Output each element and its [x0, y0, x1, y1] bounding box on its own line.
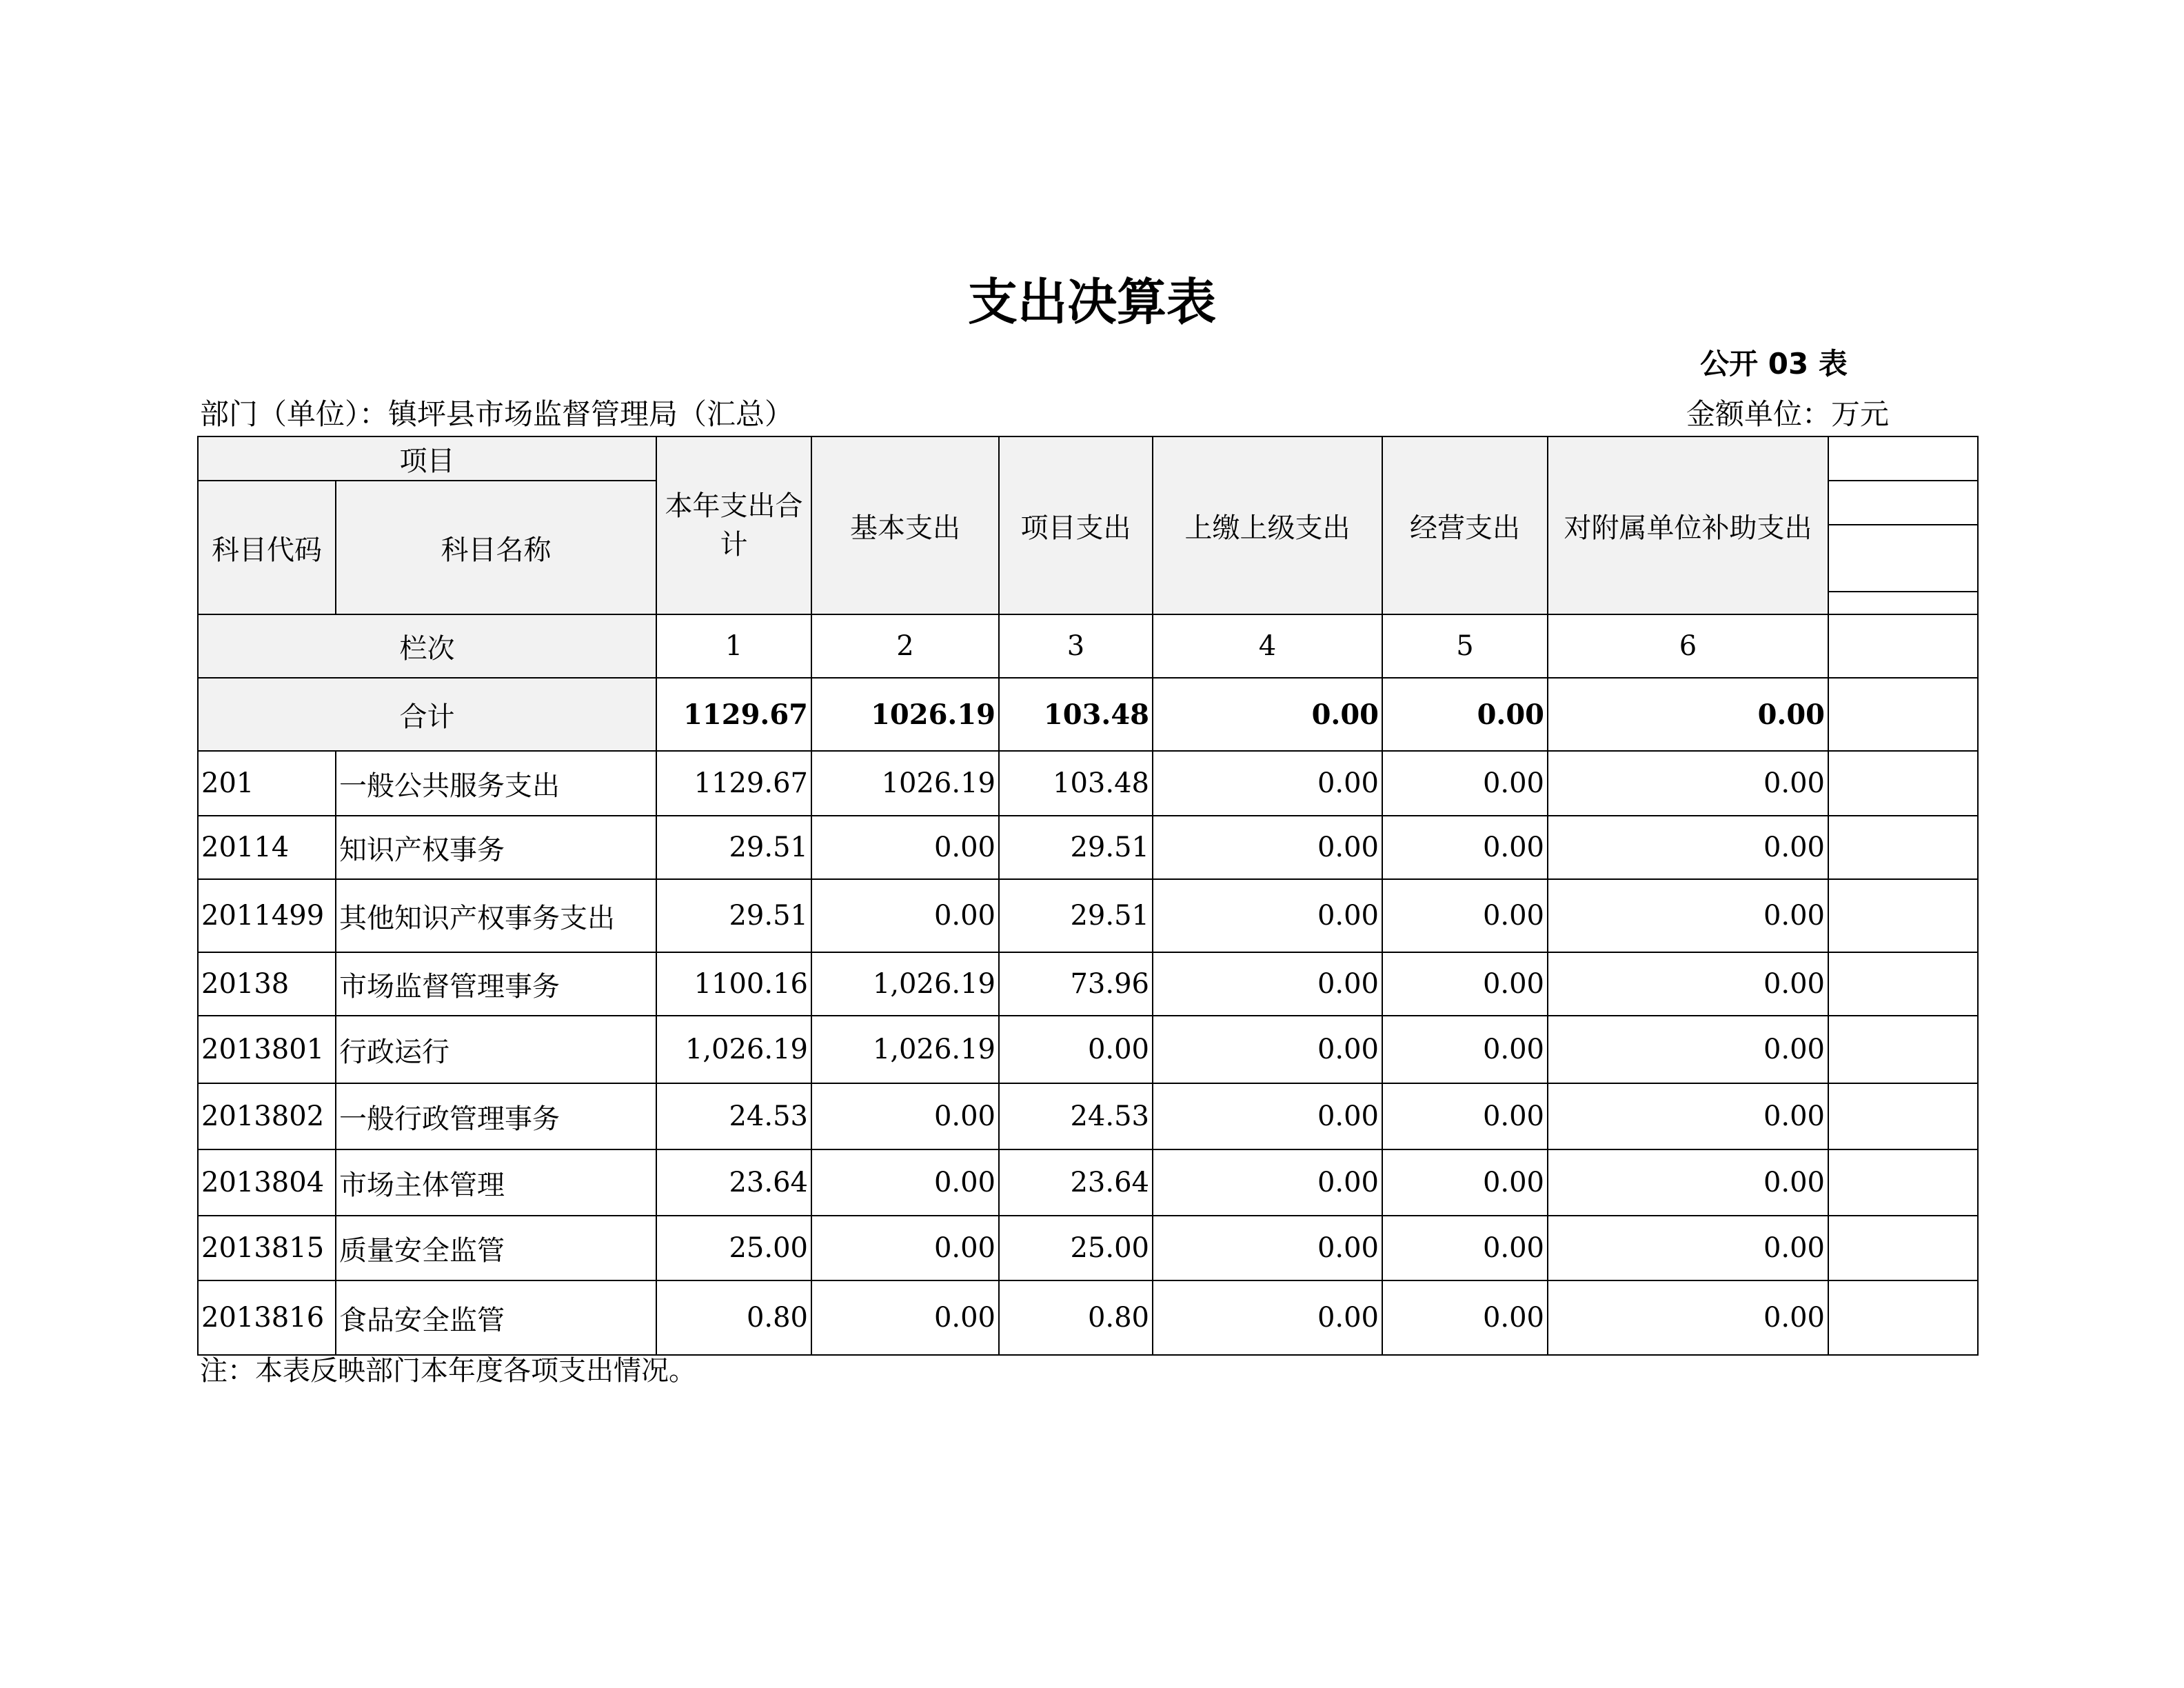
expenditure-table: [197, 436, 1979, 1356]
row-value: 0.00: [1382, 751, 1548, 816]
header-col-4: 上缴上级支出: [1153, 436, 1382, 614]
row-value: 24.53: [656, 1083, 811, 1149]
row-value: 0.00: [1153, 879, 1382, 952]
row-value: 1026.19: [811, 751, 999, 816]
row-value: 0.00: [1548, 1149, 1828, 1216]
row-code: 2013804: [198, 1149, 336, 1216]
row-code: 2011499: [198, 879, 336, 952]
row-code: 2013816: [198, 1280, 336, 1355]
total-value-2: 1026.19: [811, 678, 999, 751]
row-name: 其他知识产权事务支出: [336, 879, 656, 952]
row-name: 质量安全监管: [336, 1216, 656, 1280]
header-col-6: 对附属单位补助支出: [1548, 436, 1828, 614]
row-value: 73.96: [999, 952, 1153, 1016]
row-value: 25.00: [999, 1216, 1153, 1280]
table-row: [198, 1083, 1978, 1149]
row-value: 0.00: [1382, 1083, 1548, 1149]
page-title: 支出决算表: [967, 273, 1216, 331]
blank-cell: [1828, 436, 1978, 481]
total-value-6: 0.00: [1548, 678, 1828, 751]
row-value: 1,026.19: [656, 1016, 811, 1083]
row-value: 0.00: [1548, 1083, 1828, 1149]
row-value: 1,026.19: [811, 952, 999, 1016]
col-num-6: 6: [1548, 614, 1828, 678]
row-name: 市场监督管理事务: [336, 952, 656, 1016]
row-value: 0.00: [1548, 879, 1828, 952]
row-value: 29.51: [656, 879, 811, 952]
row-value: 0.00: [1548, 1216, 1828, 1280]
blank-cell: [1828, 751, 1978, 816]
col-num-5: 5: [1382, 614, 1548, 678]
blank-cell: [1828, 879, 1978, 952]
header-col-3: 项目支出: [999, 436, 1153, 614]
total-value-5: 0.00: [1382, 678, 1548, 751]
row-name: 一般行政管理事务: [336, 1083, 656, 1149]
table-row: [198, 1149, 1978, 1216]
header-col-2: 基本支出: [811, 436, 999, 614]
row-value: 24.53: [999, 1083, 1153, 1149]
total-value-4: 0.00: [1153, 678, 1382, 751]
row-value: 29.51: [999, 816, 1153, 879]
header-row-label: 栏次: [198, 614, 656, 678]
header-name: 科目名称: [336, 481, 656, 614]
blank-cell: [1828, 1083, 1978, 1149]
row-value: 0.00: [1153, 816, 1382, 879]
row-value: 0.00: [811, 1216, 999, 1280]
row-code: 201: [198, 751, 336, 816]
row-value: 0.00: [1382, 1280, 1548, 1355]
blank-cell: [1828, 816, 1978, 879]
blank-cell: [1828, 952, 1978, 1016]
row-value: 0.80: [656, 1280, 811, 1355]
row-value: 1129.67: [656, 751, 811, 816]
amount-unit-label: 金额单位：万元: [1686, 397, 1889, 431]
footnote: 注：本表反映部门本年度各项支出情况。: [200, 1355, 696, 1387]
row-value: 0.00: [1548, 1280, 1828, 1355]
form-number: 公开 03 表: [1700, 347, 1848, 381]
total-value-3: 103.48: [999, 678, 1153, 751]
row-value: 0.00: [1153, 751, 1382, 816]
row-value: 0.80: [999, 1280, 1153, 1355]
row-value: 0.00: [811, 1280, 999, 1355]
row-value: 23.64: [656, 1149, 811, 1216]
row-value: 0.00: [1153, 1149, 1382, 1216]
row-value: 0.00: [1548, 751, 1828, 816]
row-value: 0.00: [1153, 1280, 1382, 1355]
header-code: 科目代码: [198, 481, 336, 614]
row-code: 2013815: [198, 1216, 336, 1280]
total-value-1: 1129.67: [656, 678, 811, 751]
col-num-3: 3: [999, 614, 1153, 678]
row-value: 1100.16: [656, 952, 811, 1016]
row-code: 2013802: [198, 1083, 336, 1149]
row-value: 25.00: [656, 1216, 811, 1280]
blank-cell: [1828, 1149, 1978, 1216]
col-num-2: 2: [811, 614, 999, 678]
row-value: 29.51: [999, 879, 1153, 952]
blank-cell: [1828, 1280, 1978, 1355]
row-value: 0.00: [1153, 1216, 1382, 1280]
row-name: 行政运行: [336, 1016, 656, 1083]
row-value: 0.00: [811, 1083, 999, 1149]
col-num-1: 1: [656, 614, 811, 678]
row-value: 0.00: [1382, 1149, 1548, 1216]
row-value: 0.00: [1382, 879, 1548, 952]
table-row: [198, 816, 1978, 879]
row-name: 一般公共服务支出: [336, 751, 656, 816]
table-row: [198, 1016, 1978, 1083]
row-code: 2013801: [198, 1016, 336, 1083]
row-value: 0.00: [811, 879, 999, 952]
row-name: 食品安全监管: [336, 1280, 656, 1355]
row-value: 0.00: [811, 1149, 999, 1216]
blank-cell: [1828, 1016, 1978, 1083]
row-value: 29.51: [656, 816, 811, 879]
col-num-4: 4: [1153, 614, 1382, 678]
row-value: 103.48: [999, 751, 1153, 816]
row-value: 0.00: [1382, 952, 1548, 1016]
row-value: 0.00: [1153, 1016, 1382, 1083]
row-value: 0.00: [1548, 952, 1828, 1016]
header-col-1: 本年支出合计: [656, 436, 811, 614]
row-name: 市场主体管理: [336, 1149, 656, 1216]
row-value: 0.00: [1153, 1083, 1382, 1149]
blank-cell-split: [1828, 525, 1978, 614]
blank-cell: [1828, 1216, 1978, 1280]
table-row: [198, 952, 1978, 1016]
total-label: 合计: [198, 678, 656, 751]
table-row: [198, 1216, 1978, 1280]
row-value: 1,026.19: [811, 1016, 999, 1083]
row-code: 20138: [198, 952, 336, 1016]
row-value: 0.00: [811, 816, 999, 879]
row-value: 0.00: [1153, 952, 1382, 1016]
row-value: 23.64: [999, 1149, 1153, 1216]
row-value: 0.00: [999, 1016, 1153, 1083]
department-label: 部门（单位）：镇坪县市场监督管理局（汇总）: [200, 397, 794, 431]
table-row: [198, 751, 1978, 816]
row-value: 0.00: [1548, 816, 1828, 879]
table-row: [198, 1280, 1978, 1355]
row-value: 0.00: [1382, 816, 1548, 879]
row-value: 0.00: [1382, 1216, 1548, 1280]
header-col-5: 经营支出: [1382, 436, 1548, 614]
header-project: 项目: [198, 436, 656, 481]
blank-cell: [1828, 614, 1978, 678]
blank-cell: [1828, 678, 1978, 751]
row-name: 知识产权事务: [336, 816, 656, 879]
blank-cell: [1828, 481, 1978, 525]
row-value: 0.00: [1382, 1016, 1548, 1083]
row-code: 20114: [198, 816, 336, 879]
table-row: [198, 879, 1978, 952]
row-value: 0.00: [1548, 1016, 1828, 1083]
